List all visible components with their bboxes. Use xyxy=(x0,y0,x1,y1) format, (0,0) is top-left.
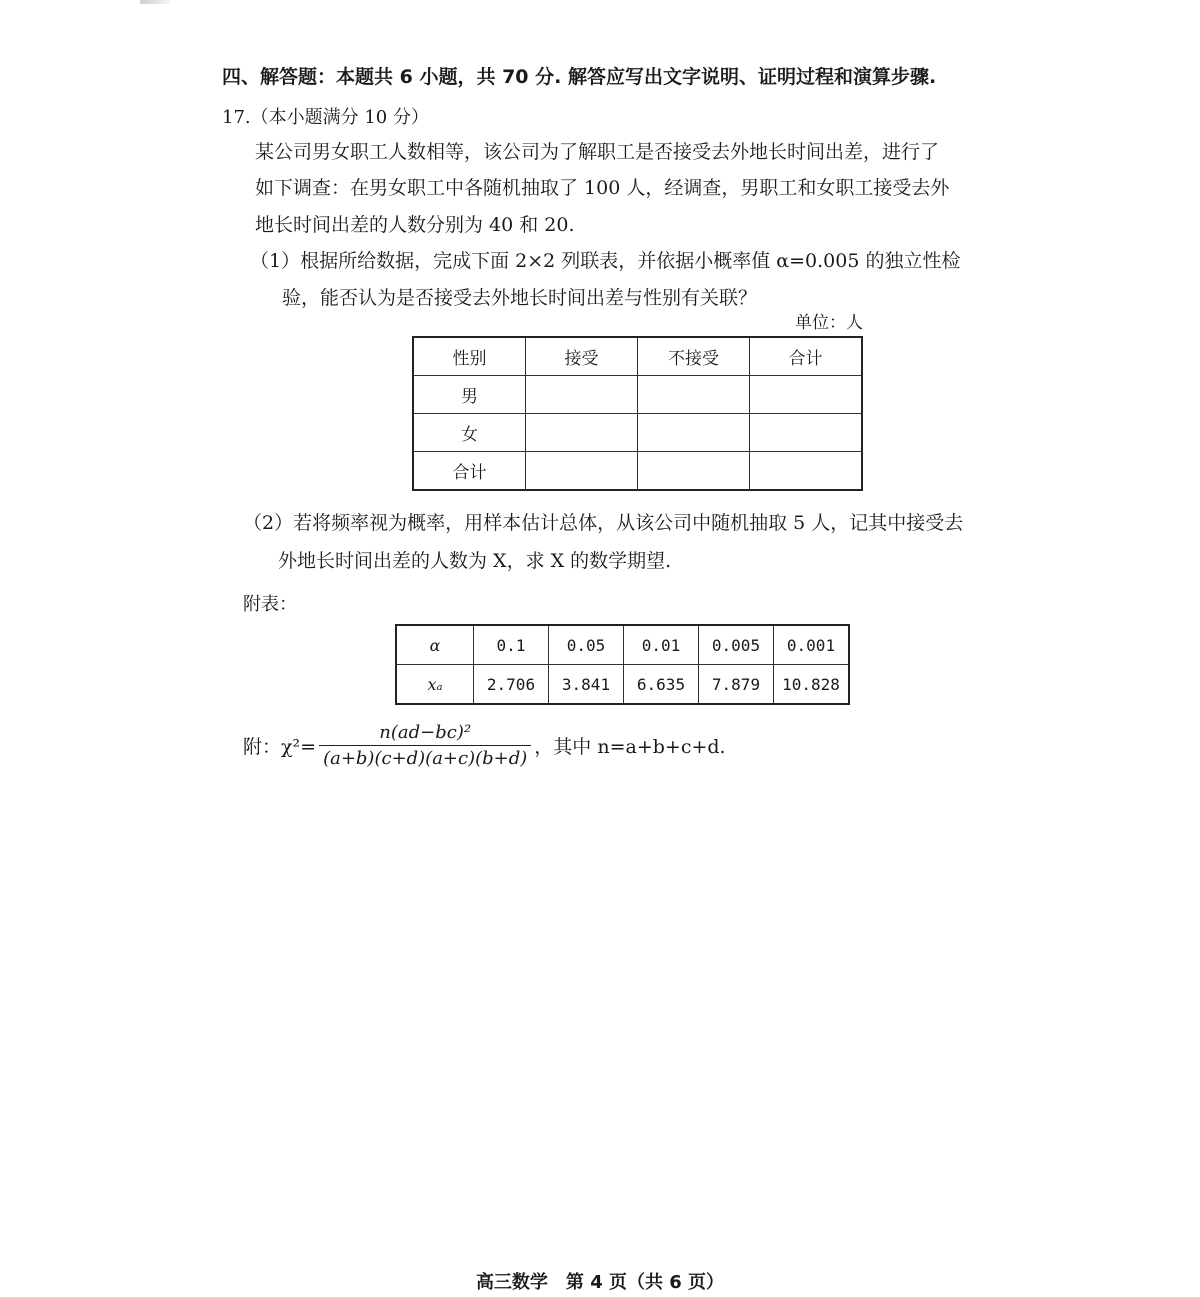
empty-cell xyxy=(526,376,638,414)
section-heading: 四、解答题：本题共 6 小题，共 70 分. 解答应写出文字说明、证明过程和演算步骤. xyxy=(222,66,937,88)
formula-prefix: 附：χ²= xyxy=(243,736,317,758)
alpha-value: 0.05 xyxy=(549,625,624,665)
formula-suffix: ，其中 n=a+b+c+d. xyxy=(534,736,726,758)
part2-line-1: （2）若将频率视为概率，用样本估计总体，从该公司中随机抽取 5 人，记其中接受去 xyxy=(243,512,964,534)
empty-cell xyxy=(638,414,750,452)
question-stem-line-2: 如下调查：在男女职工中各随机抽取了 100 人，经调查，男职工和女职工接受去外 xyxy=(255,177,950,199)
alpha-row xyxy=(396,625,849,665)
alpha-value: 0.001 xyxy=(774,625,850,665)
unit-label: 单位：人 xyxy=(795,313,863,333)
x-value: 2.706 xyxy=(474,665,549,705)
x-value: 10.828 xyxy=(774,665,850,705)
empty-cell xyxy=(750,414,863,452)
critical-x-row xyxy=(396,665,849,705)
header-total: 合计 xyxy=(750,337,863,376)
formula-numerator: n(ad−bc)² xyxy=(379,722,472,743)
empty-cell xyxy=(638,376,750,414)
chi-square-formula xyxy=(243,722,726,769)
x-alpha-label: xₐ xyxy=(396,665,474,705)
x-value: 6.635 xyxy=(624,665,699,705)
row-label-male: 男 xyxy=(413,376,526,414)
empty-cell xyxy=(750,452,863,491)
question-number: 17.（本小题满分 10 分） xyxy=(222,107,429,128)
table-row xyxy=(413,414,862,452)
row-label-female: 女 xyxy=(413,414,526,452)
page-footer: 高三数学 第 4 页（共 6 页） xyxy=(475,1272,725,1293)
alpha-value: 0.01 xyxy=(624,625,699,665)
critical-value-table xyxy=(395,624,850,705)
formula-denominator: (a+b)(c+d)(a+c)(b+d) xyxy=(319,745,531,769)
empty-cell xyxy=(526,452,638,491)
question-stem-line-3: 地长时间出差的人数分别为 40 和 20. xyxy=(255,214,575,236)
x-value: 3.841 xyxy=(549,665,624,705)
part2-line-2: 外地长时间出差的人数为 X，求 X 的数学期望. xyxy=(278,550,672,572)
contingency-table xyxy=(412,336,863,491)
table-header-row xyxy=(413,337,862,376)
table-row xyxy=(413,376,862,414)
header-not-accept: 不接受 xyxy=(638,337,750,376)
header-accept: 接受 xyxy=(526,337,638,376)
empty-cell xyxy=(638,452,750,491)
x-value: 7.879 xyxy=(699,665,774,705)
alpha-label: α xyxy=(396,625,474,665)
part1-line-2: 验，能否认为是否接受去外地长时间出差与性别有关联？ xyxy=(282,287,758,309)
scan-corner-mark xyxy=(140,0,170,4)
appendix-label: 附表： xyxy=(243,594,297,615)
question-stem-line-1: 某公司男女职工人数相等，该公司为了解职工是否接受去外地长时间出差，进行了 xyxy=(255,141,940,163)
alpha-value: 0.1 xyxy=(474,625,549,665)
empty-cell xyxy=(526,414,638,452)
part1-line-1: （1）根据所给数据，完成下面 2×2 列联表，并依据小概率值 α=0.005 的独立性检 xyxy=(250,250,961,272)
header-gender: 性别 xyxy=(413,337,526,376)
alpha-value: 0.005 xyxy=(699,625,774,665)
table-row xyxy=(413,452,862,491)
formula-fraction xyxy=(319,722,531,769)
row-label-total: 合计 xyxy=(413,452,526,491)
empty-cell xyxy=(750,376,863,414)
